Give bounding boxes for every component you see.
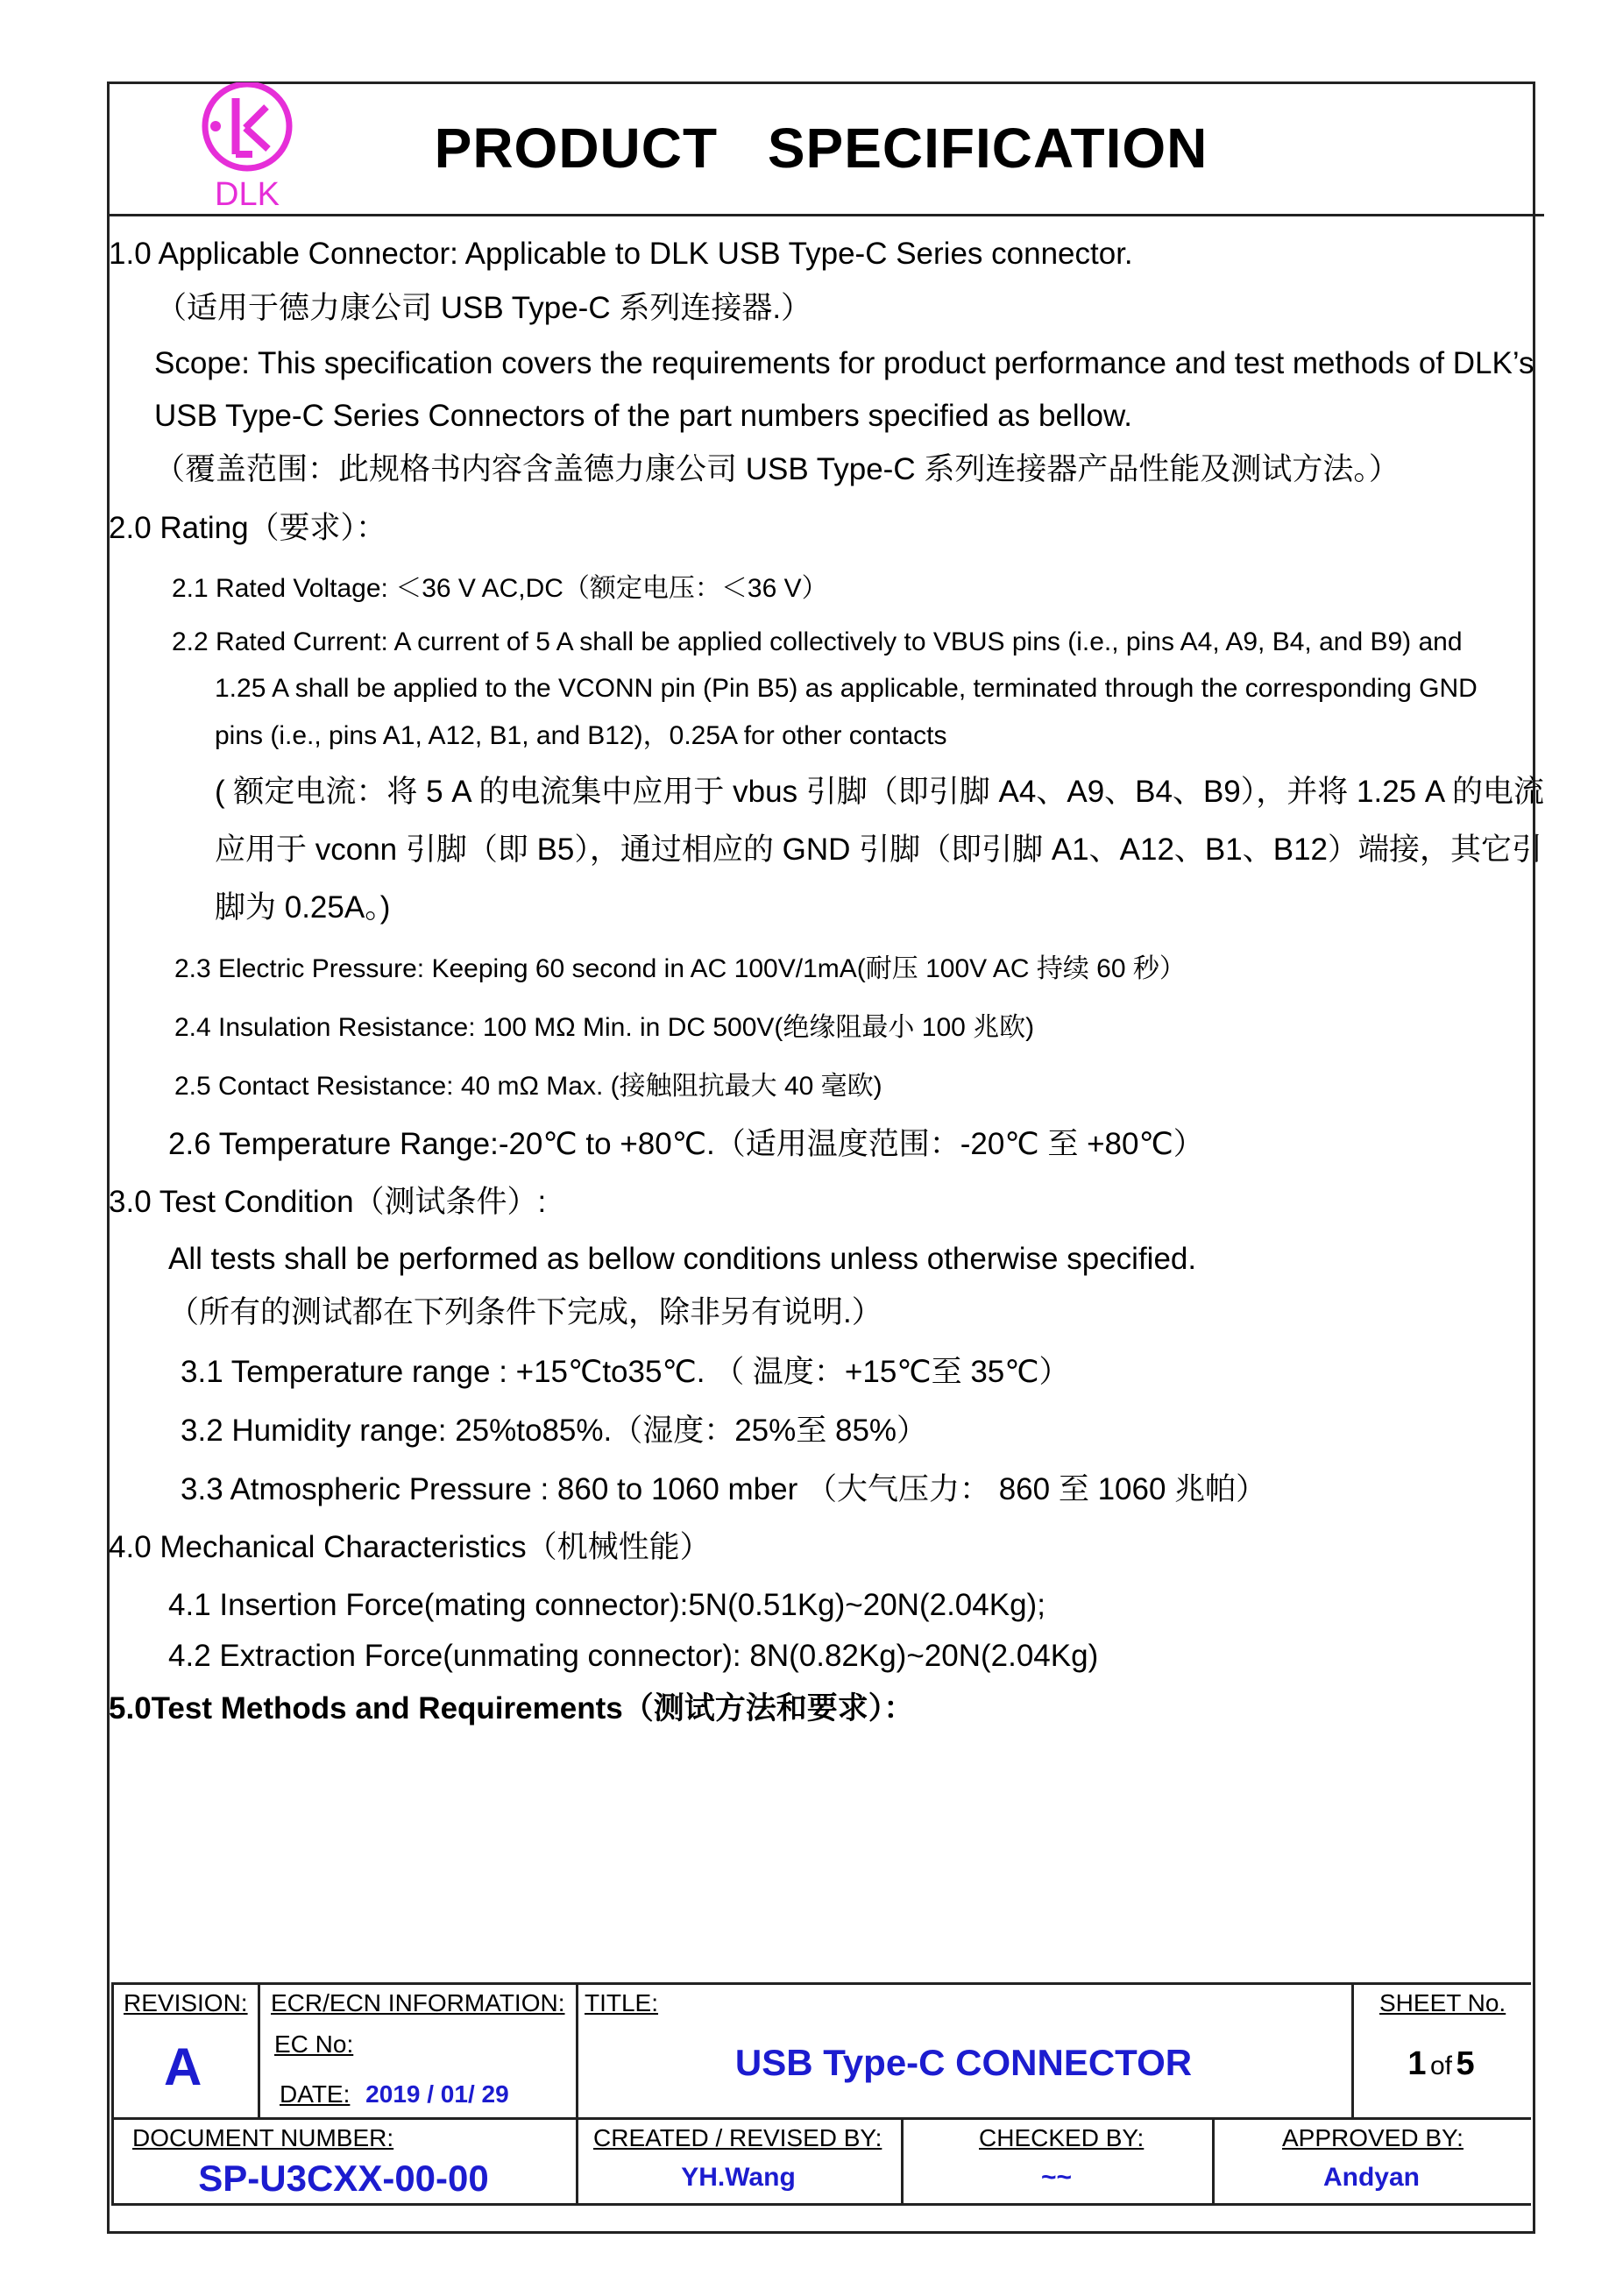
created-label: CREATED / REVISED BY: <box>593 2124 882 2151</box>
rated-current-cn-1: ( 额定电流：将 5 A 的电流集中应用于 vbus 引脚（即引脚 A4、A9、B4、B9），并将 1.25 A 的电流 <box>215 775 1544 809</box>
document-title: USB Type-C CONNECTOR <box>734 2042 1193 2083</box>
sheet-of: of <box>1429 2052 1453 2080</box>
section-5-heading: 5.0Test Methods and Requirements（测试方法和要求）： <box>109 1691 915 1726</box>
rated-current-cn-2: 应用于 vconn 引脚（即 B5），通过相应的 GND 引脚（即引脚 A1、A12、B1、B12）端接，其它引 <box>215 833 1543 867</box>
title-word-2: SPECIFICATION <box>767 117 1208 180</box>
extraction-force: 4.2 Extraction Force(unmating connector): 8N(0.82Kg)~20N(2.04Kg) <box>168 1639 1099 1673</box>
temp-range-condition: 3.1 Temperature range : +15℃to35℃. （ 温度：+15℃至 35℃） <box>181 1355 1070 1389</box>
electric-pressure: 2.3 Electric Pressure: Keeping 60 second in AC 100V/1mA(耐压 100V AC 持续 60 秒） <box>174 954 1186 983</box>
sheet-current: 1 <box>1407 2045 1427 2082</box>
sheet-total: 5 <box>1456 2045 1475 2082</box>
rated-current-2: 1.25 A shall be applied to the VCONN pin (Pin B5) as applicable, terminated through the corresponding GND <box>215 674 1478 703</box>
rated-current-cn-3: 脚为 0.25A。) <box>215 890 391 925</box>
doc-number-value: SP-U3CXX-00-00 <box>198 2158 489 2199</box>
date-row <box>280 2080 509 2108</box>
test-condition-cn: （所有的测试都在下列条件下完成，除非另有说明.） <box>168 1295 882 1329</box>
date-value: 2019 / 01/ 29 <box>365 2080 509 2108</box>
title-word-1: PRODUCT <box>434 117 719 180</box>
contact-resistance: 2.5 Contact Resistance: 40 mΩ Max. (接触阻抗最大 40 毫欧) <box>174 1072 882 1101</box>
page-title <box>107 116 1535 181</box>
section-3-heading: 3.0 Test Condition（测试条件）: <box>109 1185 547 1219</box>
section-2-heading: 2.0 Rating（要求）： <box>109 511 387 545</box>
section-1-cn: （适用于德力康公司 USB Type-C 系列连接器.） <box>156 291 812 325</box>
insertion-force: 4.1 Insertion Force(mating connector):5N(0.51Kg)~20N(2.04Kg); <box>168 1588 1045 1622</box>
revision-value: A <box>164 2037 202 2096</box>
scope-line-1: Scope: This specification covers the requirements for product performance and test methods of DLK’s <box>154 346 1534 380</box>
scope-line-2: USB Type-C Series Connectors of the part numbers specified as bellow. <box>154 399 1133 433</box>
ecr-ecn-label: ECR/ECN INFORMATION: <box>271 1989 565 2016</box>
doc-number-label: DOCUMENT NUMBER: <box>132 2124 394 2151</box>
title-label: TITLE: <box>585 1989 659 2016</box>
approved-label: APPROVED BY: <box>1282 2124 1464 2151</box>
date-label: DATE: <box>280 2080 351 2108</box>
revision-label: REVISION: <box>124 1989 248 2016</box>
checked-label: CHECKED BY: <box>979 2124 1145 2151</box>
insulation-resistance: 2.4 Insulation Resistance: 100 MΩ Min. in DC 500V(绝缘阻最小 100 兆欧) <box>174 1013 1035 1042</box>
sheet-label: SHEET No. <box>1379 1989 1506 2016</box>
title-block <box>111 1982 1531 2208</box>
rated-current-1: 2.2 Rated Current: A current of 5 A shall be applied collectively to VBUS pins (i.e., pins A4, A9, B4, and B9) and <box>172 627 1463 656</box>
ec-no-label: EC No: <box>274 2030 354 2058</box>
checked-value: ~~ <box>1040 2163 1073 2192</box>
test-condition-en: All tests shall be performed as bellow conditions unless otherwise specified. <box>168 1242 1197 1276</box>
section-4-heading: 4.0 Mechanical Characteristics（机械性能） <box>109 1530 711 1564</box>
header-divider <box>107 214 1544 216</box>
section-1-heading: 1.0 Applicable Connector: Applicable to DLK USB Type-C Series connector. <box>109 237 1133 271</box>
rated-current-3: pins (i.e., pins A1, A12, B1, and B12)，0.25A for other contacts <box>215 721 947 750</box>
approved-value: Andyan <box>1322 2163 1420 2192</box>
created-value: YH.Wang <box>681 2163 796 2192</box>
atmospheric-pressure: 3.3 Atmospheric Pressure : 860 to 1060 mber （大气压力： 860 至 1060 兆帕） <box>181 1472 1267 1506</box>
temperature-range: 2.6 Temperature Range:-20℃ to +80℃.（适用温度范围：-20℃ 至 +80℃） <box>168 1127 1204 1161</box>
sheet-number <box>1351 2045 1531 2083</box>
rated-voltage: 2.1 Rated Voltage: ＜36 V AC,DC（额定电压：＜36 V） <box>172 574 828 603</box>
svg-text:DLK: DLK <box>215 176 280 213</box>
humidity-range: 3.2 Humidity range: 25%to85%.（湿度：25%至 85%） <box>181 1414 928 1448</box>
scope-cn: （覆盖范围：此规格书内容含盖德力康公司 USB Type-C 系列连接器产品性能及测试方法。） <box>154 452 1400 486</box>
